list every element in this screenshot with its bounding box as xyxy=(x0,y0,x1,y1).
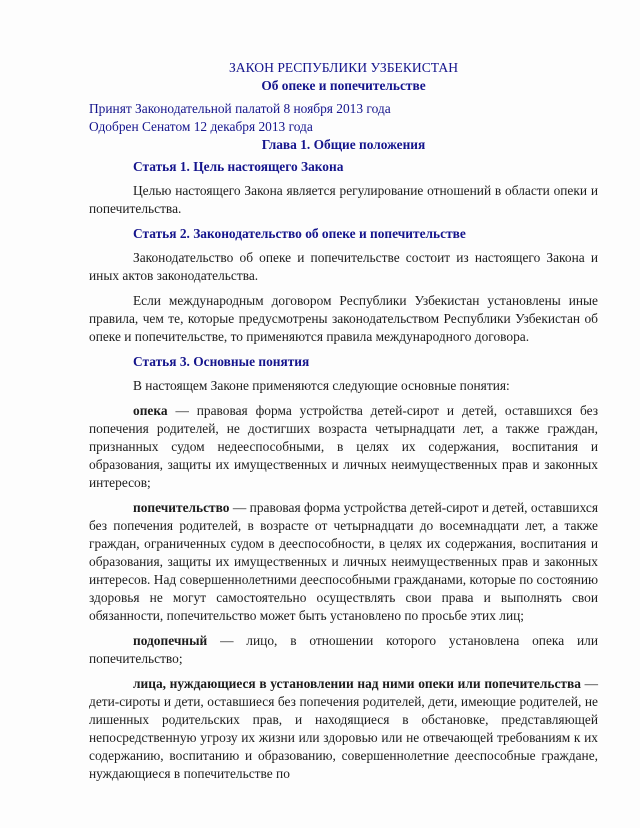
article-paragraph: Если международным договором Республики Узбекистан установлены иные правила, чем те, которые предусмотрены законодательством Республики Узбекистан об опеке и попечительстве, то применяются правила международного договора. xyxy=(89,293,598,344)
article-heading: Статья 2. Законодательство об опеке и попечительстве xyxy=(133,226,466,241)
adoption-date: Принят Законодательной палатой 8 ноября 2013 года xyxy=(89,101,391,116)
definition-text: — правовая форма устройства детей-сирот и детей, оставшихся без попечения родителей, в возрасте от четырнадцати до восемнадцати лет, а также граждан, ограниченных судом в дееспособности, в целях их содержания, воспитания и образования, защиты их имущественных и личных неимущественных прав и законных интересов. Над совершеннолетними дееспособными гражданами, которые по состоянию здоровья не могут самостоятельно осуществлять свои права и выполнять свои обязанности, попечительство может быть установлено по просьбе этих лиц; xyxy=(89,500,598,623)
article-heading: Статья 3. Основные понятия xyxy=(133,354,310,369)
definition-item xyxy=(89,499,598,625)
definition-term: подопечный xyxy=(133,633,208,648)
document-page xyxy=(89,59,598,790)
article-2 xyxy=(89,225,598,346)
definition-text: — дети-сироты и дети, оставшиеся без попечения родителей, дети, имеющие родителей, не лишенных родительских прав, и находящиеся в обстановке, представляющей непосредственную угрозу их жизни или здоровью или не отвечающей требованиям к их содержанию, воспитанию и образованию, совершеннолетние дееспособные граждане, нуждающиеся в попечительстве по xyxy=(89,676,598,781)
definition-item xyxy=(89,632,598,668)
definition-text: — лицо, в отношении которого установлена опека или попечительство; xyxy=(89,633,598,666)
document-subtitle: Об опеке и попечительстве xyxy=(261,78,426,93)
article-1 xyxy=(89,158,598,218)
article-paragraph: Законодательство об опеке и попечительстве состоит из настоящего Закона и иных актов законодательства. xyxy=(89,250,598,283)
definition-text: — правовая форма устройства детей-сирот и детей, оставшихся без попечения родителей, не достигших возраста четырнадцати лет, а также граждан, признанных судом недееспособными, в целях их содержания, воспитания и образования, защиты их имущественных и личных неимущественных прав и законных интересов; xyxy=(89,403,598,490)
chapter-heading: Глава 1. Общие положения xyxy=(261,137,426,152)
document-title: ЗАКОН РЕСПУБЛИКИ УЗБЕКИСТАН xyxy=(228,60,459,75)
definition-item xyxy=(89,675,598,783)
definition-term: попечительство xyxy=(133,500,230,515)
definition-item xyxy=(89,402,598,492)
definition-term: опека xyxy=(133,403,168,418)
article-heading: Статья 1. Цель настоящего Закона xyxy=(133,159,344,174)
article-intro: В настоящем Законе применяются следующие основные понятия: xyxy=(133,378,510,393)
definition-term: лица, нуждающиеся в установлении над ними опеки или попечительства xyxy=(133,676,581,691)
article-paragraph: Целью настоящего Закона является регулирование отношений в области опеки и попечительства. xyxy=(89,183,598,216)
article-3 xyxy=(89,353,598,783)
approval-date: Одобрен Сенатом 12 декабря 2013 года xyxy=(89,119,313,134)
